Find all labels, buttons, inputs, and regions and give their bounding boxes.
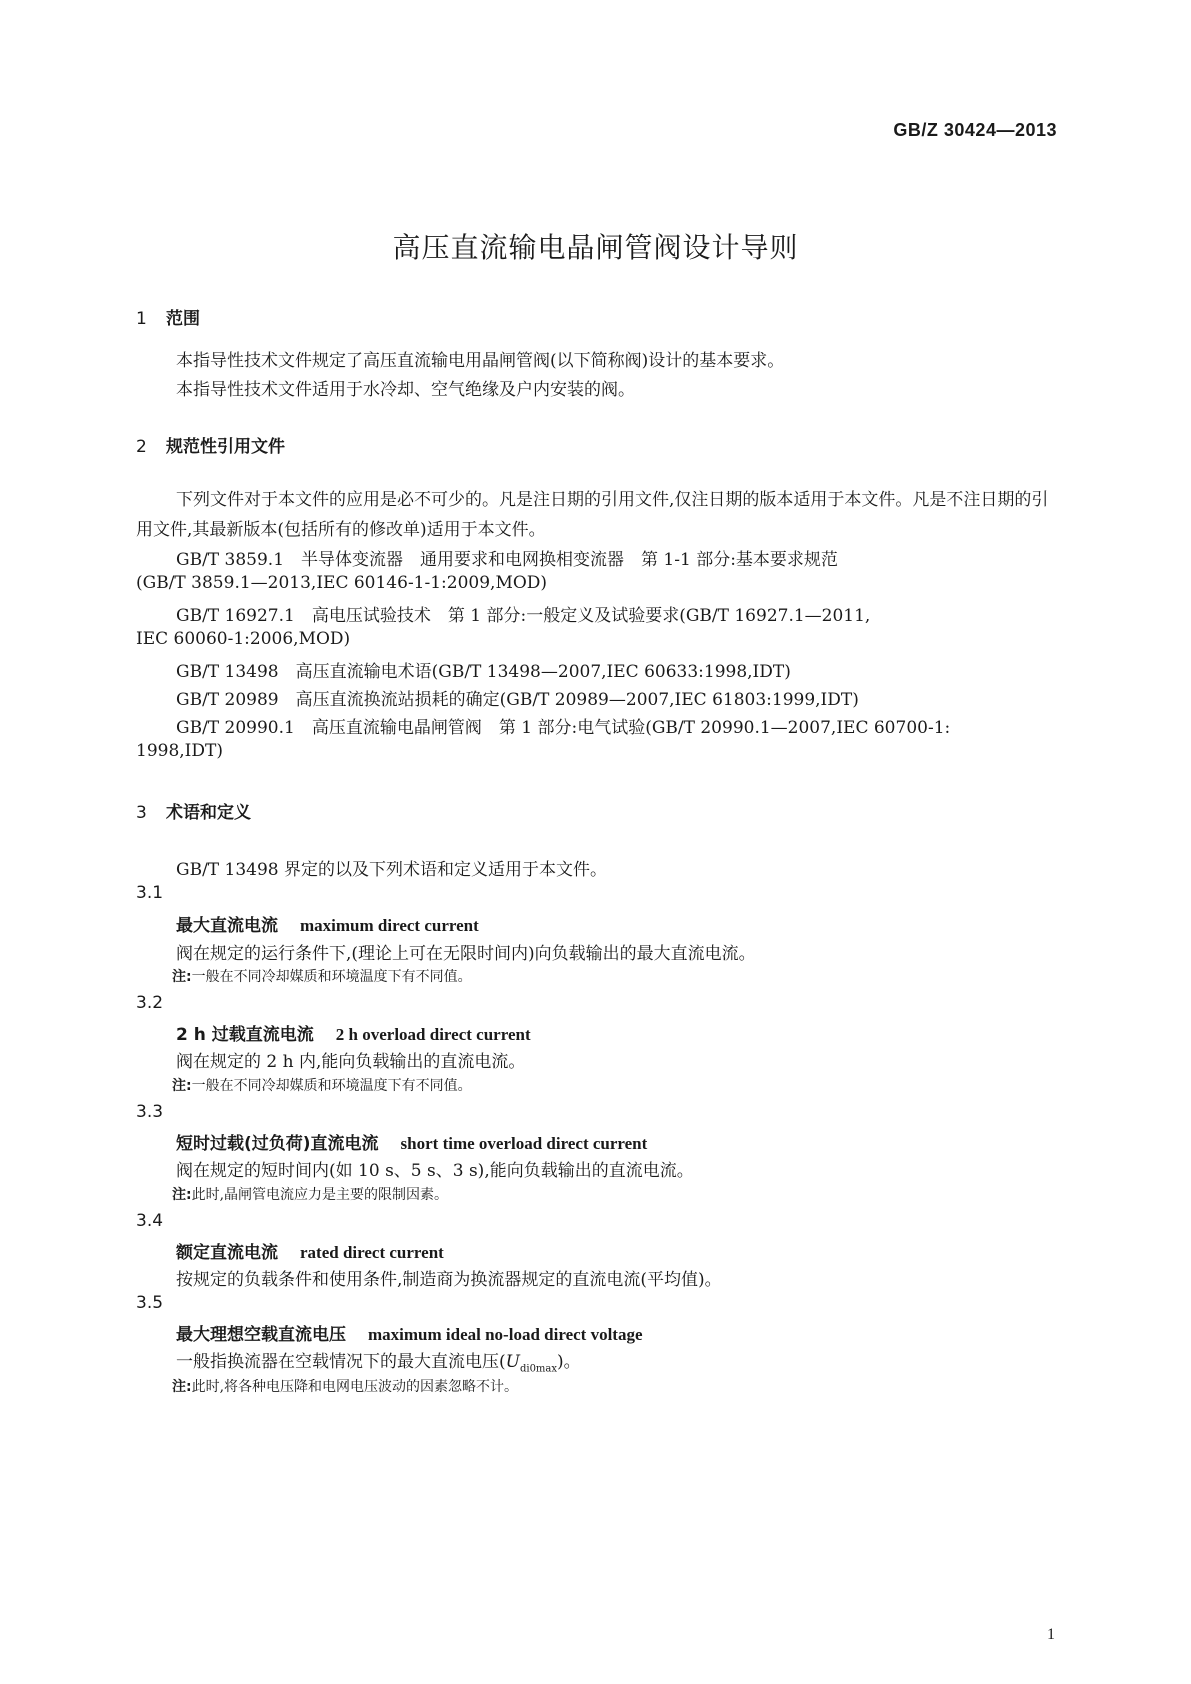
term-note [172,1184,448,1204]
section-number: 1 [136,309,147,329]
term-title [176,1320,643,1345]
section-3-intro: GB/T 13498 界定的以及下列术语和定义适用于本文件。 [176,860,608,880]
term-definition: 阀在规定的运行条件下,(理论上可在无限时间内)向负载输出的最大直流电流。 [176,944,756,964]
section-title: 术语和定义 [166,803,251,823]
term-title [176,1129,647,1154]
note-text: 此时,将各种电压降和电网电压波动的因素忽略不计。 [191,1379,519,1395]
term-title [176,1238,444,1263]
term-definition: 阀在规定的短时间内(如 10 s、5 s、3 s),能向负载输出的直流电流。 [176,1161,694,1181]
reference-5-line-1: GB/T 20990.1 高压直流输电晶闸管阀 第 1 部分:电气试验(GB/T 20990.1—2007,IEC 60700-1: [176,718,951,738]
reference-1-line-1: GB/T 3859.1 半导体变流器 通用要求和电网换相变流器 第 1-1 部分:基本要求规范 [176,550,838,570]
note-text: 一般在不同冷却媒质和环境温度下有不同值。 [191,1078,472,1094]
term-note [172,1075,472,1095]
term-title-zh: 短时过载(过负荷)直流电流 [176,1134,379,1154]
term-number: 3.3 [136,1102,164,1122]
reference-2-line-1: GB/T 16927.1 高电压试验技术 第 1 部分:一般定义及试验要求(GB/T 16927.1—2011, [176,606,871,626]
section-2-intro: 下列文件对于本文件的应用是必不可少的。凡是注日期的引用文件,仅注日期的版本适用于本文件。凡是不注日期的引用文件,其最新版本(包括所有的修改单)适用于本文件。 [136,490,1049,540]
section-number: 2 [136,437,147,457]
term-title-en: short time overload direct current [400,1134,648,1153]
term-title-zh: 最大理想空载直流电压 [176,1325,346,1345]
section-2-heading [136,432,285,457]
standard-code: GB/Z 30424—2013 [893,120,1057,140]
definition-tail: )。 [557,1352,581,1372]
definition-text: 一般指换流器在空载情况下的最大直流电压( [176,1352,506,1372]
term-title-en: maximum ideal no-load direct voltage [368,1325,643,1344]
page-number: 1 [1047,1626,1055,1643]
note-label: 注: [172,1187,192,1203]
term-title-en: 2 h overload direct current [335,1025,531,1044]
term-title-en: rated direct current [300,1243,444,1262]
term-title-zh: 最大直流电流 [176,916,278,936]
note-text: 一般在不同冷却媒质和环境温度下有不同值。 [191,969,472,985]
note-text: 此时,晶闸管电流应力是主要的限制因素。 [191,1187,449,1203]
section-1-paragraph-1: 本指导性技术文件规定了高压直流输电用晶闸管阀(以下简称阀)设计的基本要求。 [176,351,785,371]
reference-3: GB/T 13498 高压直流输电术语(GB/T 13498—2007,IEC 60633:1998,IDT) [176,662,791,682]
note-label: 注: [172,969,192,985]
section-1-paragraph-2: 本指导性技术文件适用于水冷却、空气绝缘及户内安装的阀。 [176,380,635,400]
section-title: 规范性引用文件 [166,437,285,457]
section-3-heading [136,798,251,823]
term-number: 3.2 [136,993,164,1013]
term-note [172,1376,518,1396]
term-title-zh: 额定直流电流 [176,1243,278,1263]
term-definition: 阀在规定的 2 h 内,能向负载输出的直流电流。 [176,1052,526,1072]
term-title-en: maximum direct current [300,916,479,935]
term-definition: 按规定的负载条件和使用条件,制造商为换流器规定的直流电流(平均值)。 [176,1270,722,1290]
term-number: 3.1 [136,883,164,903]
term-note [172,966,472,986]
note-label: 注: [172,1078,192,1094]
section-title: 范围 [166,309,200,329]
section-1-heading [136,304,200,329]
reference-2-line-2: IEC 60060-1:2006,MOD) [136,629,351,649]
reference-1-line-2: (GB/T 3859.1—2013,IEC 60146-1-1:2009,MOD) [136,573,548,593]
term-title [176,911,479,936]
note-label: 注: [172,1379,192,1395]
section-number: 3 [136,803,147,823]
symbol-u: U [505,1352,520,1372]
term-number: 3.5 [136,1293,164,1313]
document-title: 高压直流输电晶闸管阀设计导则 [392,231,799,264]
term-title [176,1020,531,1045]
reference-5-line-2: 1998,IDT) [136,741,223,761]
term-title-zh: 2 h 过载直流电流 [176,1025,314,1045]
symbol-subscript: di0max [519,1363,558,1375]
term-definition [176,1347,581,1374]
term-number: 3.4 [136,1211,164,1231]
reference-4: GB/T 20989 高压直流换流站损耗的确定(GB/T 20989—2007,IEC 61803:1999,IDT) [176,690,859,710]
